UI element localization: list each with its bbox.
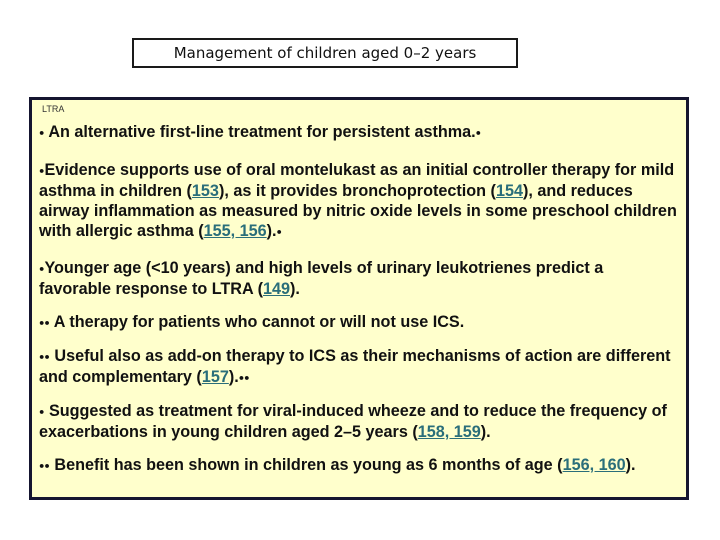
bullet-text: Useful also as add-on therapy to ICS as their mechanisms of action are different and complementary (	[39, 347, 671, 386]
bullet-text: ).	[480, 422, 491, 441]
bullet-item	[39, 312, 679, 333]
reference-link[interactable]: 154	[495, 181, 523, 200]
bullet-text: Evidence supports use of oral montelukast as an initial controller therapy for mild asthma in children (	[39, 161, 675, 200]
content-panel	[29, 97, 689, 500]
reference-link[interactable]: 155, 156	[203, 221, 267, 240]
bullet-dot-icon: ●	[276, 226, 282, 237]
bullet-text: ).	[228, 367, 239, 386]
bullet-text: ), and reduces airway inflammation as measured by nitric oxide levels in some preschool children with allergic asthma (	[39, 181, 677, 240]
bullet-dot-icon: ●●	[238, 372, 250, 383]
bullet-text: An alternative first-line treatment for persistent asthma.	[48, 123, 476, 141]
bullet-item	[39, 160, 679, 241]
bullet-text: A therapy for patients who cannot or will not use ICS.	[53, 313, 465, 331]
slide-title-box	[132, 38, 518, 68]
reference-link[interactable]: 157	[201, 367, 229, 386]
bullet-text: ).	[289, 279, 300, 298]
bullet-item	[39, 122, 679, 143]
bullet-text: ).	[266, 221, 277, 240]
bullet-item	[39, 346, 679, 387]
bullet-text: ).	[625, 456, 636, 474]
bullet-dot-icon: ●	[475, 127, 482, 138]
bullet-dot-icon: ●●	[39, 317, 50, 328]
bullet-text: Suggested as treatment for viral-induced wheeze and to reduce the frequency of exacerbations in young children aged 2–5 years (	[39, 402, 667, 441]
bullet-dot-icon: ●	[39, 406, 45, 417]
bullet-item	[39, 258, 679, 299]
bullet-dot-icon: ●	[39, 165, 45, 176]
slide-title: Management of children aged 0–2 years	[173, 44, 477, 62]
bullet-text: Younger age (<10 years) and high levels of urinary leukotrienes predict a favorable response to LTRA (	[39, 259, 604, 298]
reference-link[interactable]: 156, 160	[562, 456, 626, 474]
bullet-dot-icon: ●	[39, 263, 45, 274]
bullet-item	[39, 401, 679, 442]
bullet-text: Benefit has been shown in children as young as 6 months of age (	[54, 456, 563, 474]
reference-link[interactable]: 149	[262, 279, 290, 298]
bullet-item	[39, 455, 679, 476]
panel-label: LTRA	[42, 104, 65, 114]
reference-link[interactable]: 158, 159	[417, 422, 481, 441]
bullet-text: ), as it provides bronchoprotection (	[218, 181, 496, 200]
bullet-dot-icon: ●	[39, 127, 45, 138]
bullet-dot-icon: ●●	[39, 351, 50, 362]
bullet-dot-icon: ●●	[39, 460, 50, 471]
reference-link[interactable]: 153	[191, 181, 219, 200]
